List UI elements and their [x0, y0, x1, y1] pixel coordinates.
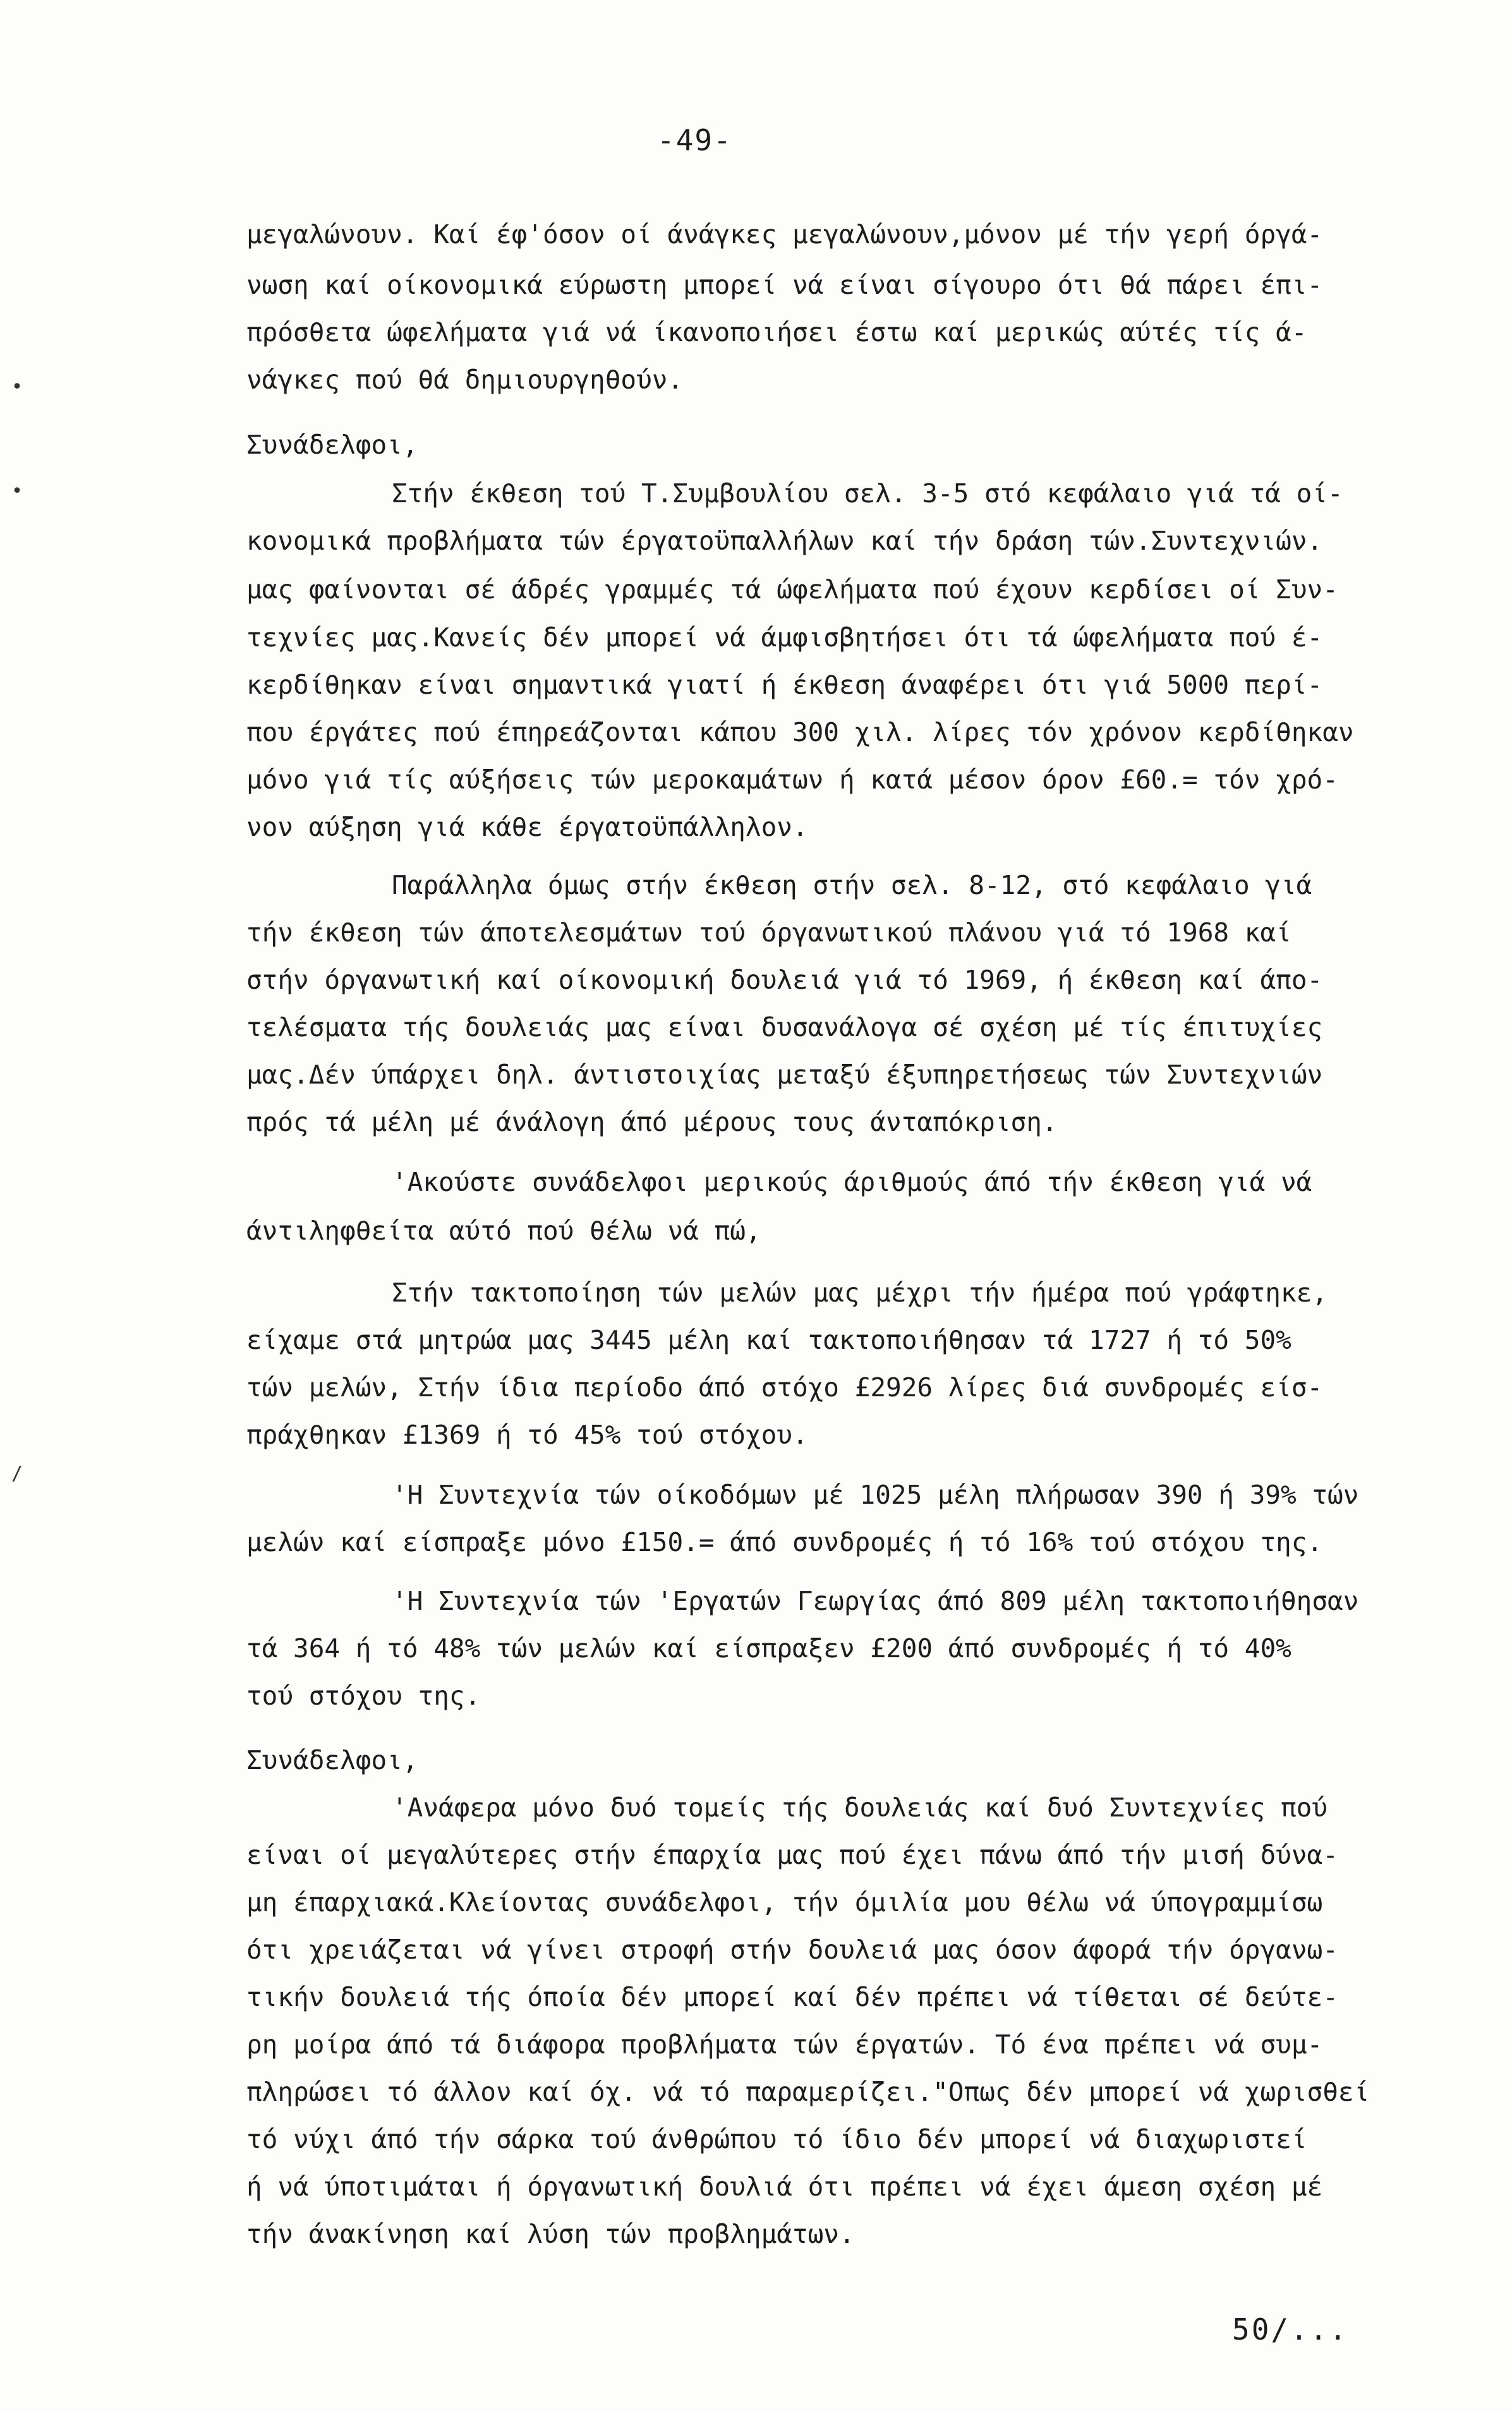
text-line: Στήν τακτοποίηση τών μελών μας μέχρι τήν ήμέρα πού γράφτηκε, — [392, 1278, 1328, 1308]
text-line: μελών καί είσπραξε μόνο £150.= άπό συνδρομές ή τό 16% τού στόχου της. — [246, 1527, 1323, 1557]
text-line: μη έπαρχιακά.Κλείοντας συνάδελφοι, τήν όμιλία μου θέλω νά ύπογραμμίσω — [246, 1887, 1323, 1918]
margin-mark: • — [11, 376, 23, 398]
salutation: Συνάδελφοι, — [246, 430, 418, 460]
text-line: άντιληφθείτα αύτό πού θέλω νά πώ, — [246, 1216, 761, 1246]
text-line: είναι οί μεγαλύτερες στήν έπαρχία μας πού έχει πάνω άπό τήν μισή δύνα- — [246, 1840, 1338, 1870]
text-line: νον αύξηση γιά κάθε έργατοϋπάλληλον. — [246, 812, 808, 842]
text-line: τικήν δουλειά τής όποία δέν μπορεί καί δέν πρέπει νά τίθεται σέ δεύτε- — [246, 1982, 1338, 2012]
text-line: είχαμε στά μητρώα μας 3445 μέλη καί τακτοποιήθησαν τά 1727 ή τό 50% — [246, 1325, 1291, 1355]
margin-mark: / — [11, 1463, 23, 1485]
text-line: νάγκες πού θά δημιουργηθούν. — [246, 365, 684, 395]
text-line: τών μελών, Στήν ίδια περίοδο άπό στόχο £2926 λίρες διά συνδρομές είσ- — [246, 1372, 1323, 1403]
text-line: μόνο γιά τίς αύξήσεις τών μεροκαμάτων ή κατά μέσον όρον £60.= τόν χρό- — [246, 764, 1338, 795]
text-line: τήν άνακίνηση καί λύση τών προβλημάτων. — [246, 2219, 855, 2249]
text-line: τεχνίες μας.Κανείς δέν μπορεί νά άμφισβητήσει ότι τά ώφελήματα πού έ- — [246, 622, 1323, 653]
text-line: κερδίθηκαν είναι σημαντικά γιατί ή έκθεση άναφέρει ότι γιά 5000 περί- — [246, 670, 1323, 700]
margin-mark: • — [11, 480, 23, 502]
text-line: 'Η Συντεχνία τών 'Εργατών Γεωργίας άπό 809 μέλη τακτοποιήθησαν — [392, 1586, 1359, 1616]
text-line: που έργάτες πού έπηρεάζονται κάπου 300 χιλ. λίρες τόν χρόνον κερδίθηκαν — [246, 717, 1354, 747]
text-line: στήν όργανωτική καί οίκονομική δουλειά γιά τό 1969, ή έκθεση καί άπο- — [246, 965, 1323, 995]
text-line: τελέσματα τής δουλειάς μας είναι δυσανάλογα σέ σχέση μέ τίς έπιτυχίες — [246, 1012, 1323, 1042]
text-line: τά 364 ή τό 48% τών μελών καί είσπραξεν £200 άπό συνδρομές ή τό 40% — [246, 1633, 1291, 1664]
text-line: 'Ακούστε συνάδελφοι μερικούς άριθμούς άπό τήν έκθεση γιά νά — [392, 1167, 1312, 1197]
salutation: Συνάδελφοι, — [246, 1745, 418, 1775]
text-line: μας.Δέν ύπάρχει δηλ. άντιστοιχίας μεταξύ έξυπηρετήσεως τών Συντεχνιών — [246, 1060, 1323, 1090]
text-line: Στήν έκθεση τού Τ.Συμβουλίου σελ. 3-5 στό κεφάλαιο γιά τά οί- — [392, 478, 1343, 509]
text-line: Παράλληλα όμως στήν έκθεση στήν σελ. 8-12, στό κεφάλαιο γιά — [392, 870, 1312, 900]
text-line: μεγαλώνουν. Καί έφ'όσον οί άνάγκες μεγαλώνουν,μόνον μέ τήν γερή όργά- — [246, 219, 1323, 250]
text-line: πρός τά μέλη μέ άνάλογη άπό μέρους τους άνταπόκριση. — [246, 1107, 1058, 1137]
text-line: μας φαίνονται σέ άδρές γραμμές τά ώφελήματα πού έχουν κερδίσει οί Συν- — [246, 574, 1338, 605]
text-line: 'Η Συντεχνία τών οίκοδόμων μέ 1025 μέλη πλήρωσαν 390 ή 39% τών — [392, 1480, 1359, 1510]
text-line: πρόσθετα ώφελήματα γιά νά ίκανοποιήσει έστω καί μερικώς αύτές τίς ά- — [246, 317, 1307, 347]
text-line: ή νά ύποτιμάται ή όργανωτική δουλιά ότι πρέπει νά έχει άμεση σχέση μέ — [246, 2172, 1323, 2202]
text-line: κονομικά προβλήματα τών έργατοϋπαλλήλων καί τήν δράση τών.Συντεχνιών. — [246, 526, 1323, 556]
text-line: τήν έκθεση τών άποτελεσμάτων τού όργανωτικού πλάνου γιά τό 1968 καί — [246, 917, 1291, 948]
text-line: τού στόχου της. — [246, 1681, 481, 1711]
page-number: -49- — [657, 123, 732, 157]
text-line: 'Ανάφερα μόνο δυό τομείς τής δουλειάς καί δυό Συντεχνίες πού — [392, 1792, 1328, 1823]
continuation-marker: 50/... — [1232, 2312, 1349, 2347]
text-line: ότι χρειάζεται νά γίνει στροφή στήν δουλειά μας όσον άφορά τήν όργανω- — [246, 1935, 1338, 1965]
text-line: πληρώσει τό άλλον καί όχ. νά τό παραμερίζει."Οπως δέν μπορεί νά χωρισθεί — [246, 2077, 1370, 2107]
text-line: ρη μοίρα άπό τά διάφορα προβλήματα τών έργατών. Τό ένα πρέπει νά συμ- — [246, 2029, 1323, 2060]
text-line: πράχθηκαν £1369 ή τό 45% τού στόχου. — [246, 1420, 808, 1450]
text-line: τό νύχι άπό τήν σάρκα τού άνθρώπου τό ίδιο δέν μπορεί νά διαχωριστεί — [246, 2124, 1307, 2154]
text-line: νωση καί οίκονομικά εύρωστη μπορεί νά είναι σίγουρο ότι θά πάρει έπι- — [246, 270, 1323, 300]
